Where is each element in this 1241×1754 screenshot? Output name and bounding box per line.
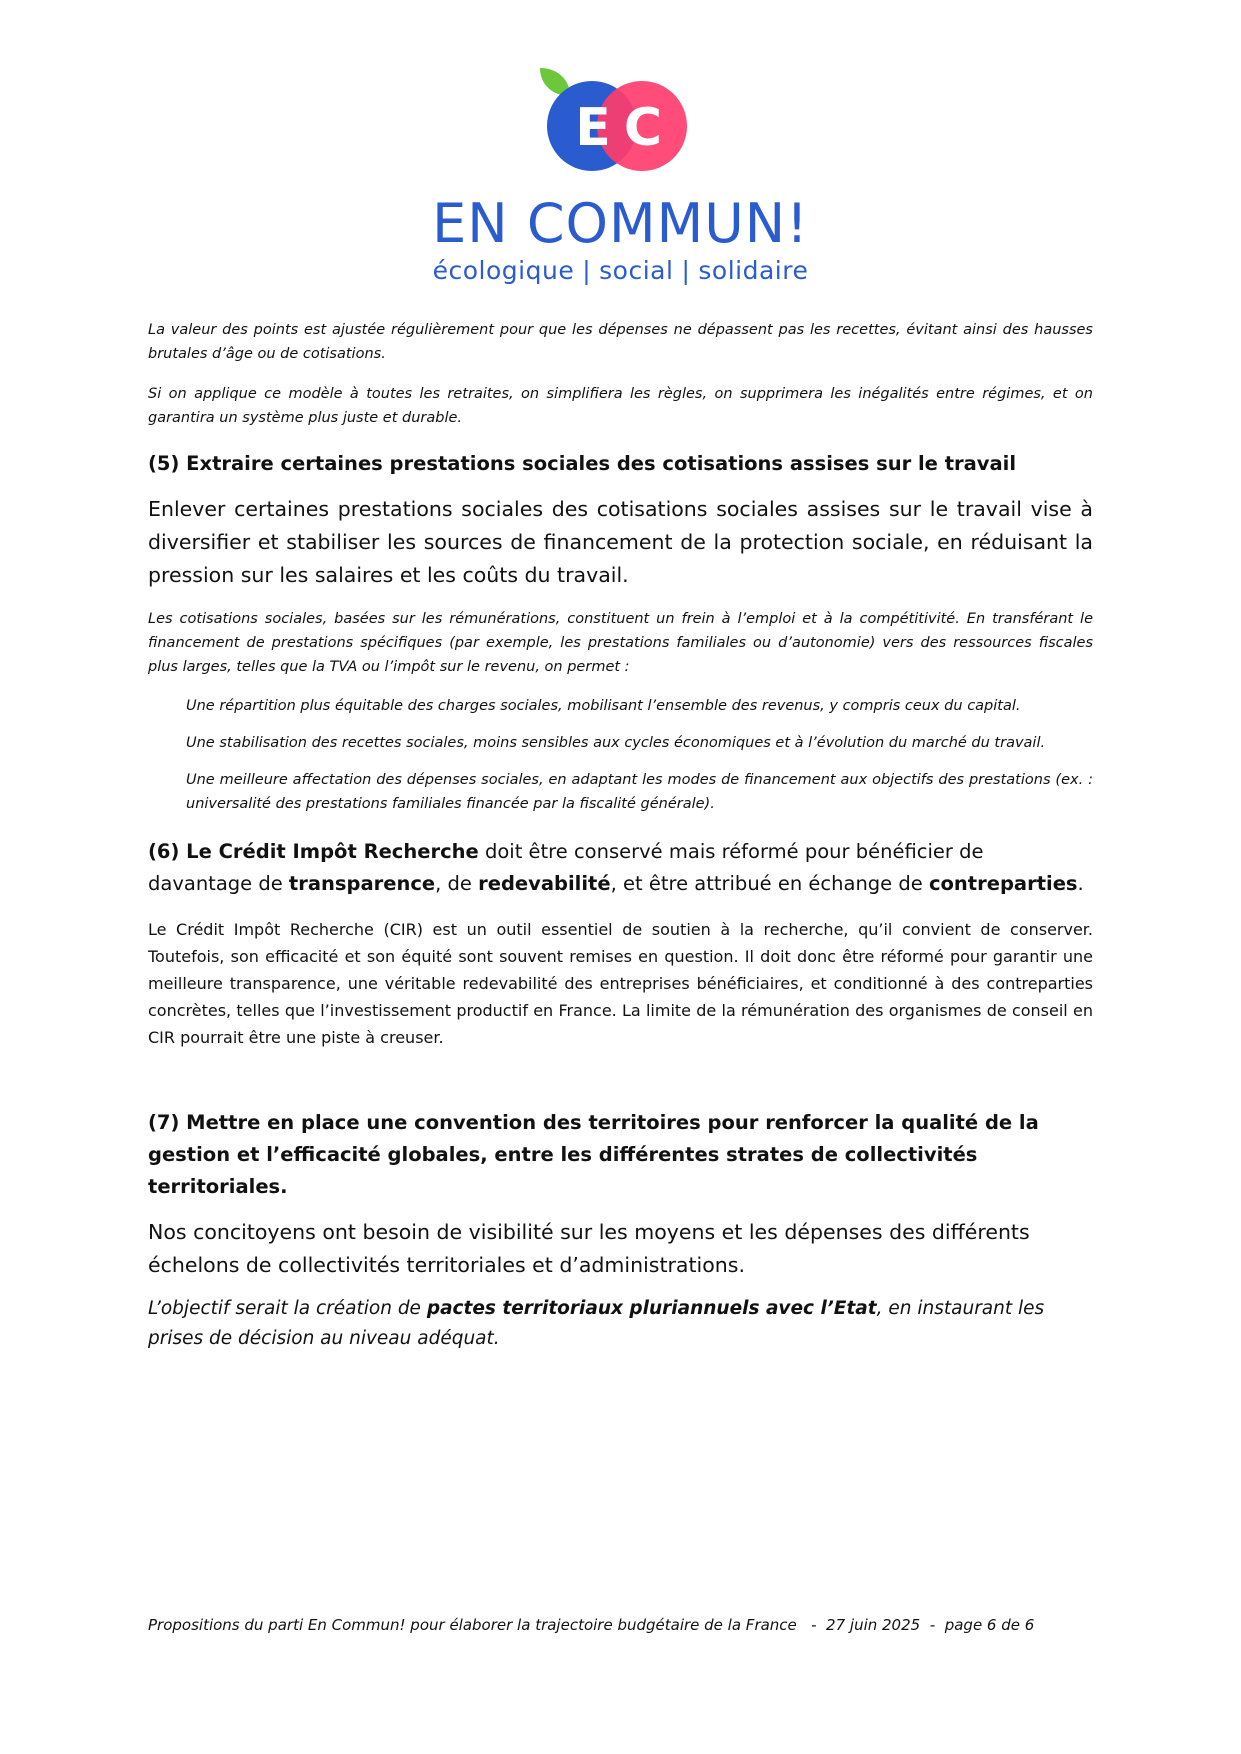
list-item: Une meilleure affectation des dépenses sociales, en adaptant les modes de financement aux objectifs des prestations (ex. : universalité des prestations familiales financée par la fiscalité générale). xyxy=(186,772,1093,812)
paragraph-7-text: L’objectif serait la création de xyxy=(148,1298,427,1319)
heading-section-7: (7) Mettre en place une convention des territoires pour renforcer la qualité de la gestion et l’efficacité globales, entre les différentes strates de collectivités territoriales. xyxy=(148,1111,1039,1198)
lead-section-7: Nos concitoyens ont besoin de visibilité sur les moyens et les dépenses des différents échelons de collectivités territoriales et d’administrations. xyxy=(148,1220,1030,1277)
tagline-solidaire: solidaire xyxy=(698,256,809,285)
heading-6-bold-cir: (6) Le Crédit Impôt Recherche xyxy=(148,840,479,863)
paragraph-section-6: Le Crédit Impôt Recherche (CIR) est un outil essentiel de soutien à la recherche, qu’il convient de conserver. Toutefois, son efficacité et son équité sont souvent remises en question. Il doit donc être réformé pour garantir une meilleure transparence, une véritable redevabilité des entreprises bénéficiaires, et conditionné à des contreparties concrètes, telles que l’investissement productif en France. La limite de la rémunération des organismes de conseil en CIR pourrait être une piste à creuser. xyxy=(148,920,1093,1047)
heading-6-text: , de xyxy=(435,872,479,895)
list-item: Une répartition plus équitable des charges sociales, mobilisant l’ensemble des revenus, y compris ceux du capital. xyxy=(186,698,1021,714)
footer-page-number: page 6 de 6 xyxy=(944,1616,1035,1634)
paragraph-section-5: Les cotisations sociales, basées sur les rémunérations, constituent un frein à l’emploi et à la compétitivité. En transférant le financement de prestations spécifiques (par exemple, les prestations familiales ou d’autonomie) vers des ressources fiscales plus larges, telles que la TVA ou l’impôt sur le revenu, on permet : xyxy=(148,611,1093,675)
lead-section-5: Enlever certaines prestations sociales des cotisations sociales assises sur le travail vise à diversifier et stabiliser les sources de financement de la protection sociale, en réduisant la pression sur les salaires et les coûts du travail. xyxy=(148,497,1093,587)
heading-6-bold-redevabilite: redevabilité xyxy=(478,872,611,895)
paragraph-retraites: Si on applique ce modèle à toutes les retraites, on simplifiera les règles, on supprimera les inégalités entre régimes, et on garantira un système plus juste et durable. xyxy=(148,386,1093,426)
paragraph-section-7 xyxy=(148,1294,1093,1354)
heading-6-bold-transparence: transparence xyxy=(288,872,436,895)
heading-section-5: (5) Extraire certaines prestations sociales des cotisations assises sur le travail xyxy=(148,452,1017,475)
heading-6-text: , et être attribué en échange de xyxy=(610,872,929,895)
document-body xyxy=(148,318,1093,1354)
heading-section-6 xyxy=(148,836,1093,900)
tagline-separator: | xyxy=(582,256,592,285)
paragraph-7-text: , en instaurant les prises de décision au niveau adéquat. xyxy=(148,1298,1045,1349)
list-item: Une stabilisation des recettes sociales, moins sensibles aux cycles économiques et à l’évolution du marché du travail. xyxy=(186,735,1046,751)
logo-letter-e: E xyxy=(575,98,611,158)
logo-letter-c: C xyxy=(623,98,663,158)
logo-title: EN COMMUN! xyxy=(432,192,809,255)
tagline-ecologique: écologique xyxy=(432,256,575,285)
paragraph-points-value: La valeur des points est ajustée régulièrement pour que les dépenses ne dépassent pas les recettes, évitant ainsi des hausses brutales d’âge ou de cotisations. xyxy=(148,322,1093,362)
tagline-social: social xyxy=(599,256,674,285)
heading-6-text: . xyxy=(1077,872,1084,895)
heading-6-text: doit être conservé mais réformé pour bénéficier de davantage de xyxy=(148,840,984,895)
tagline-separator: | xyxy=(681,256,691,285)
logo-tagline xyxy=(0,256,1241,285)
footer-text: Propositions du parti En Commun! pour élaborer la trajectoire budgétaire de la France xyxy=(148,1616,797,1634)
ec-logo-icon xyxy=(530,66,700,184)
paragraph-7-bold: pactes territoriaux pluriannuels avec l’Etat xyxy=(426,1298,877,1319)
page-footer: Propositions du parti En Commun! pour élaborer la trajectoire budgétaire de la France - 27 juin 2025 - page 6 de 6 xyxy=(148,1616,1035,1634)
heading-6-bold-contreparties: contreparties xyxy=(928,872,1078,895)
footer-date: 27 juin 2025 xyxy=(826,1616,921,1634)
